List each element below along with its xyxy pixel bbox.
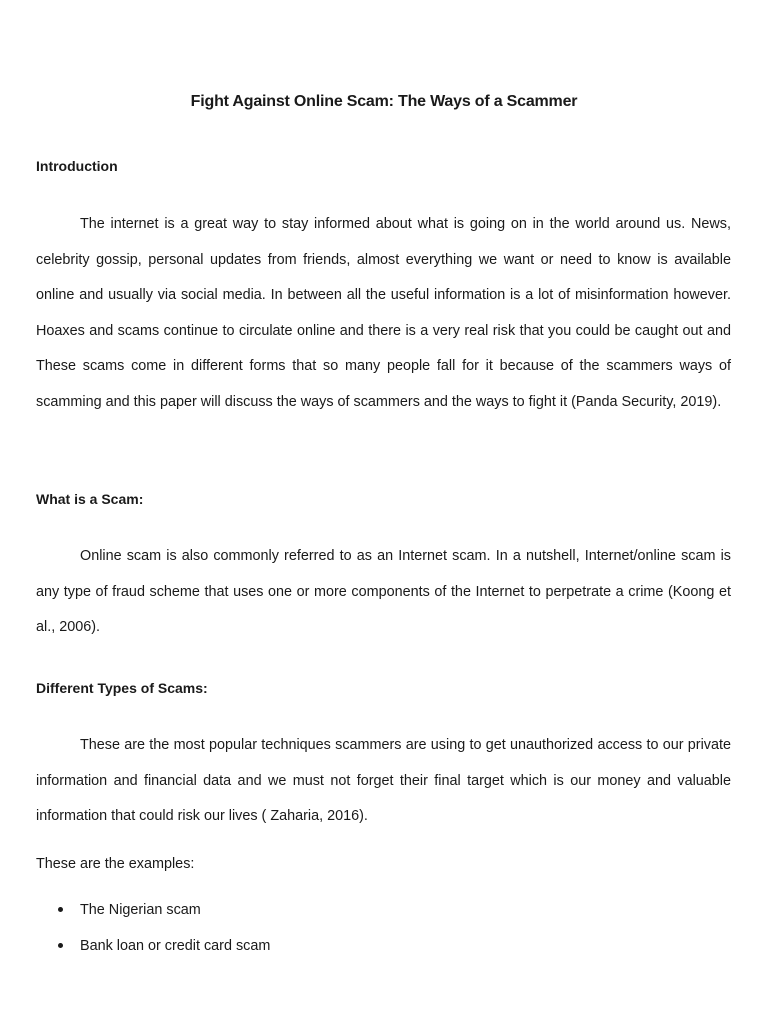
- different-types-paragraph: These are the most popular techniques scammers are using to get unauthorized access to our private information and financial data and we must not forget their final target which is our money and valuable information that could risk our lives ( Zaharia, 2016).: [36, 737, 731, 825]
- section-heading-what-is-a-scam: What is a Scam:: [36, 491, 144, 507]
- bullet-icon: [58, 943, 63, 948]
- section-heading-different-types: Different Types of Scams:: [36, 680, 208, 696]
- list-item: [36, 932, 731, 968]
- list-item: [36, 896, 731, 932]
- bullet-icon: [58, 907, 63, 912]
- section-heading-introduction: Introduction: [36, 158, 118, 174]
- document-title: Fight Against Online Scam: The Ways of a Scammer: [190, 93, 578, 110]
- examples-intro: These are the examples:: [36, 856, 195, 872]
- example-item-label: The Nigerian scam: [80, 902, 201, 918]
- what-is-a-scam-paragraph: Online scam is also commonly referred to as an Internet scam. In a nutshell, Internet/online scam is any type of fraud scheme that uses one or more components of the Internet to perpetrate a crime (Koong et al., 2006).: [36, 548, 731, 636]
- introduction-paragraph: The internet is a great way to stay informed about what is going on in the world around us. News, celebrity gossip, personal updates from friends, almost everything we want or need to know is available online and usually via social media. In between all the useful information is a lot of misinformation however. Hoaxes and scams continue to circulate online and there is a very real risk that you could be caught out and These scams come in different forms that so many people fall for it because of the scammers ways of scamming and this paper will discuss the ways of scammers and the ways to fight it (Panda Security, 2019).: [36, 216, 731, 410]
- example-item-label: Bank loan or credit card scam: [80, 938, 271, 954]
- examples-list: [36, 896, 731, 968]
